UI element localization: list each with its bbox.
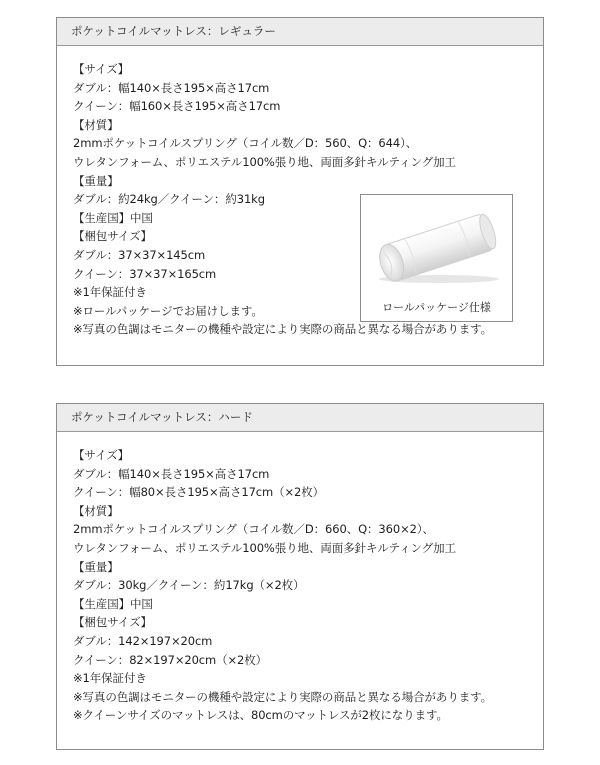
- spec-line: 【生産国】中国: [73, 596, 153, 611]
- spec-line: 【材質】: [73, 117, 119, 132]
- spec-list-hard: [57, 432, 543, 725]
- spec-line: 2mmポケットコイルスプリング（コイル数／D：560、Q：644）、: [73, 136, 418, 151]
- spec-line: クイーン：82×197×20cm（×2枚）: [73, 652, 268, 667]
- spec-line: ウレタンフォーム、ポリエステル100%張り地、両面多針キルティング加工: [73, 154, 456, 169]
- spec-line: 【重量】: [73, 173, 119, 188]
- spec-line: ダブル：37×37×145cm: [73, 247, 206, 262]
- spec-line: 【梱包サイズ】: [73, 615, 152, 630]
- spec-line: 【サイズ】: [73, 62, 130, 76]
- package-caption: ロールパッケージ仕様: [382, 301, 491, 314]
- panel-title-regular: ポケットコイルマットレス：レギュラー: [57, 18, 543, 46]
- spec-line: ウレタンフォーム、ポリエステル100%張り地、両面多針キルティング加工: [73, 540, 456, 555]
- spec-line: 【生産国】中国: [73, 210, 153, 225]
- spec-line: 【サイズ】: [73, 448, 130, 462]
- spec-line: ダブル：幅140×長さ195×高さ17cm: [73, 80, 270, 95]
- spec-line: クイーン：37×37×165cm: [73, 266, 217, 281]
- spec-line: ※ロールパッケージでお届けします。: [73, 303, 263, 318]
- spec-line: ※1年保証付き: [73, 285, 147, 300]
- spec-line: クイーン：幅80×長さ195×高さ17cm（×2枚）: [73, 485, 325, 500]
- spec-line: 2mmポケットコイルスプリング（コイル数／D：660、Q：360×2）、: [73, 522, 434, 537]
- spec-panel-hard: [56, 403, 544, 750]
- panel-title-hard: ポケットコイルマットレス：ハード: [57, 404, 543, 432]
- roll-package-figure: [360, 194, 513, 322]
- spec-line: クイーン：幅160×長さ195×高さ17cm: [73, 99, 281, 114]
- spec-line: ※写真の色調はモニターの機種や設定により実際の商品と異なる場合があります。: [73, 689, 493, 704]
- spec-line: ※1年保証付き: [73, 671, 147, 686]
- spec-line: ※写真の色調はモニターの機種や設定により実際の商品と異なる場合があります。: [73, 322, 493, 337]
- rolled-mattress-image: [369, 207, 505, 285]
- spec-line: ダブル：30kg／クイーン：約17kg（×2枚）: [73, 578, 305, 593]
- spec-line: ダブル：幅140×長さ195×高さ17cm: [73, 466, 270, 481]
- spec-line: 【梱包サイズ】: [73, 229, 152, 244]
- spec-line: ※クイーンサイズのマットレスは、80cmのマットレスが2枚になります。: [73, 708, 448, 723]
- spec-line: 【重量】: [73, 559, 119, 574]
- spec-panel-regular: [56, 17, 544, 366]
- spec-line: 【材質】: [73, 503, 119, 518]
- spec-line: ダブル：142×197×20cm: [73, 633, 213, 648]
- spec-line: ダブル：約24kg／クイーン：約31kg: [73, 192, 265, 207]
